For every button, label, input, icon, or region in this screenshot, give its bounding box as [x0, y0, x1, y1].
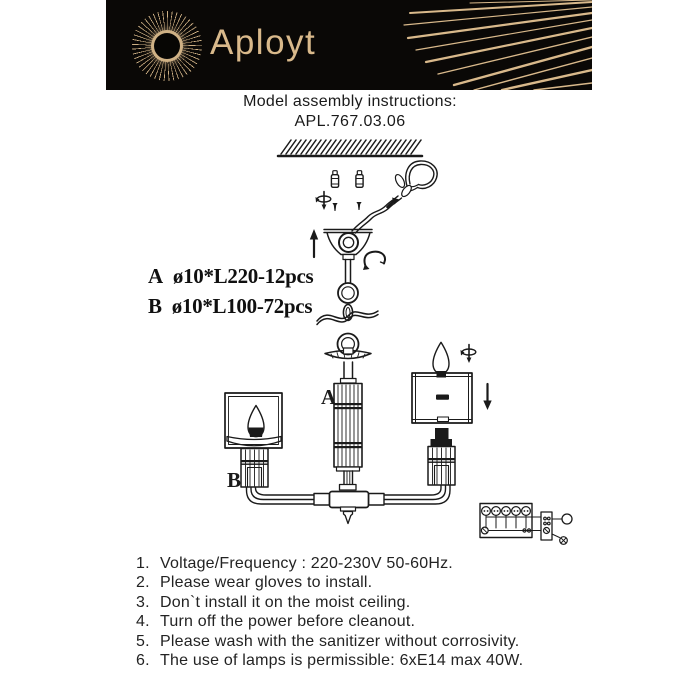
- instruction-item: [136, 632, 523, 651]
- instruction-number: 2.: [136, 574, 150, 592]
- part-b-label: B: [148, 293, 162, 318]
- up-arrow-icon: [310, 229, 318, 257]
- page-title: Model assembly instructions:: [243, 93, 457, 110]
- diagram-label-b: B: [227, 468, 242, 492]
- instruction-number: 1.: [136, 555, 150, 572]
- instruction-item: [136, 612, 523, 631]
- instruction-item: [136, 573, 523, 592]
- rotate-icon: [461, 345, 476, 364]
- part-row-b: [148, 291, 313, 321]
- instruction-text: Please wear gloves to install.: [160, 574, 373, 592]
- parts-legend: [148, 261, 313, 321]
- instruction-text: The use of lamps is permissible: 6xE14 max 40W.: [160, 652, 524, 670]
- instruction-text: Voltage/Frequency : 220-230V 50-60Hz.: [160, 555, 453, 572]
- brand-name: Aployt: [210, 23, 317, 62]
- instruction-text: Turn off the power before cleanout.: [160, 613, 416, 631]
- wall-anchor-icon: [331, 171, 363, 188]
- hook-icon: [363, 252, 385, 270]
- instruction-number: 5.: [136, 632, 150, 650]
- part-b-spec: ø10*L100-72pcs: [171, 293, 313, 318]
- instruction-number: 4.: [136, 613, 150, 631]
- instruction-number: 3.: [136, 593, 150, 611]
- ceiling-hatch: [278, 140, 422, 156]
- chain: [317, 260, 378, 355]
- canopy: [324, 230, 372, 260]
- instruction-text: Don`t install it on the moist ceiling.: [160, 593, 411, 611]
- model-number: APL.767.03.06: [294, 113, 406, 130]
- part-row-a: [148, 261, 313, 291]
- instructions-list: [136, 554, 523, 670]
- rotate-icon: [316, 192, 331, 211]
- down-arrow-icon: [483, 384, 491, 410]
- instruction-item: [136, 593, 523, 612]
- instruction-text: Please wash with the sanitizer without corrosivity.: [160, 632, 520, 650]
- diagram-label-a: A: [321, 385, 337, 409]
- instruction-number: 6.: [136, 652, 150, 670]
- part-a-spec: ø10*L220-12pcs: [172, 263, 314, 288]
- terminal-block: [480, 504, 572, 545]
- hub: [314, 485, 384, 524]
- instruction-item: [136, 651, 523, 670]
- instruction-item: [136, 554, 523, 573]
- right-lamp: [412, 342, 472, 485]
- part-a-label: A: [148, 263, 163, 288]
- chandelier-body: [325, 348, 371, 485]
- screw-icon: [332, 202, 361, 211]
- wire-junction: [352, 161, 437, 233]
